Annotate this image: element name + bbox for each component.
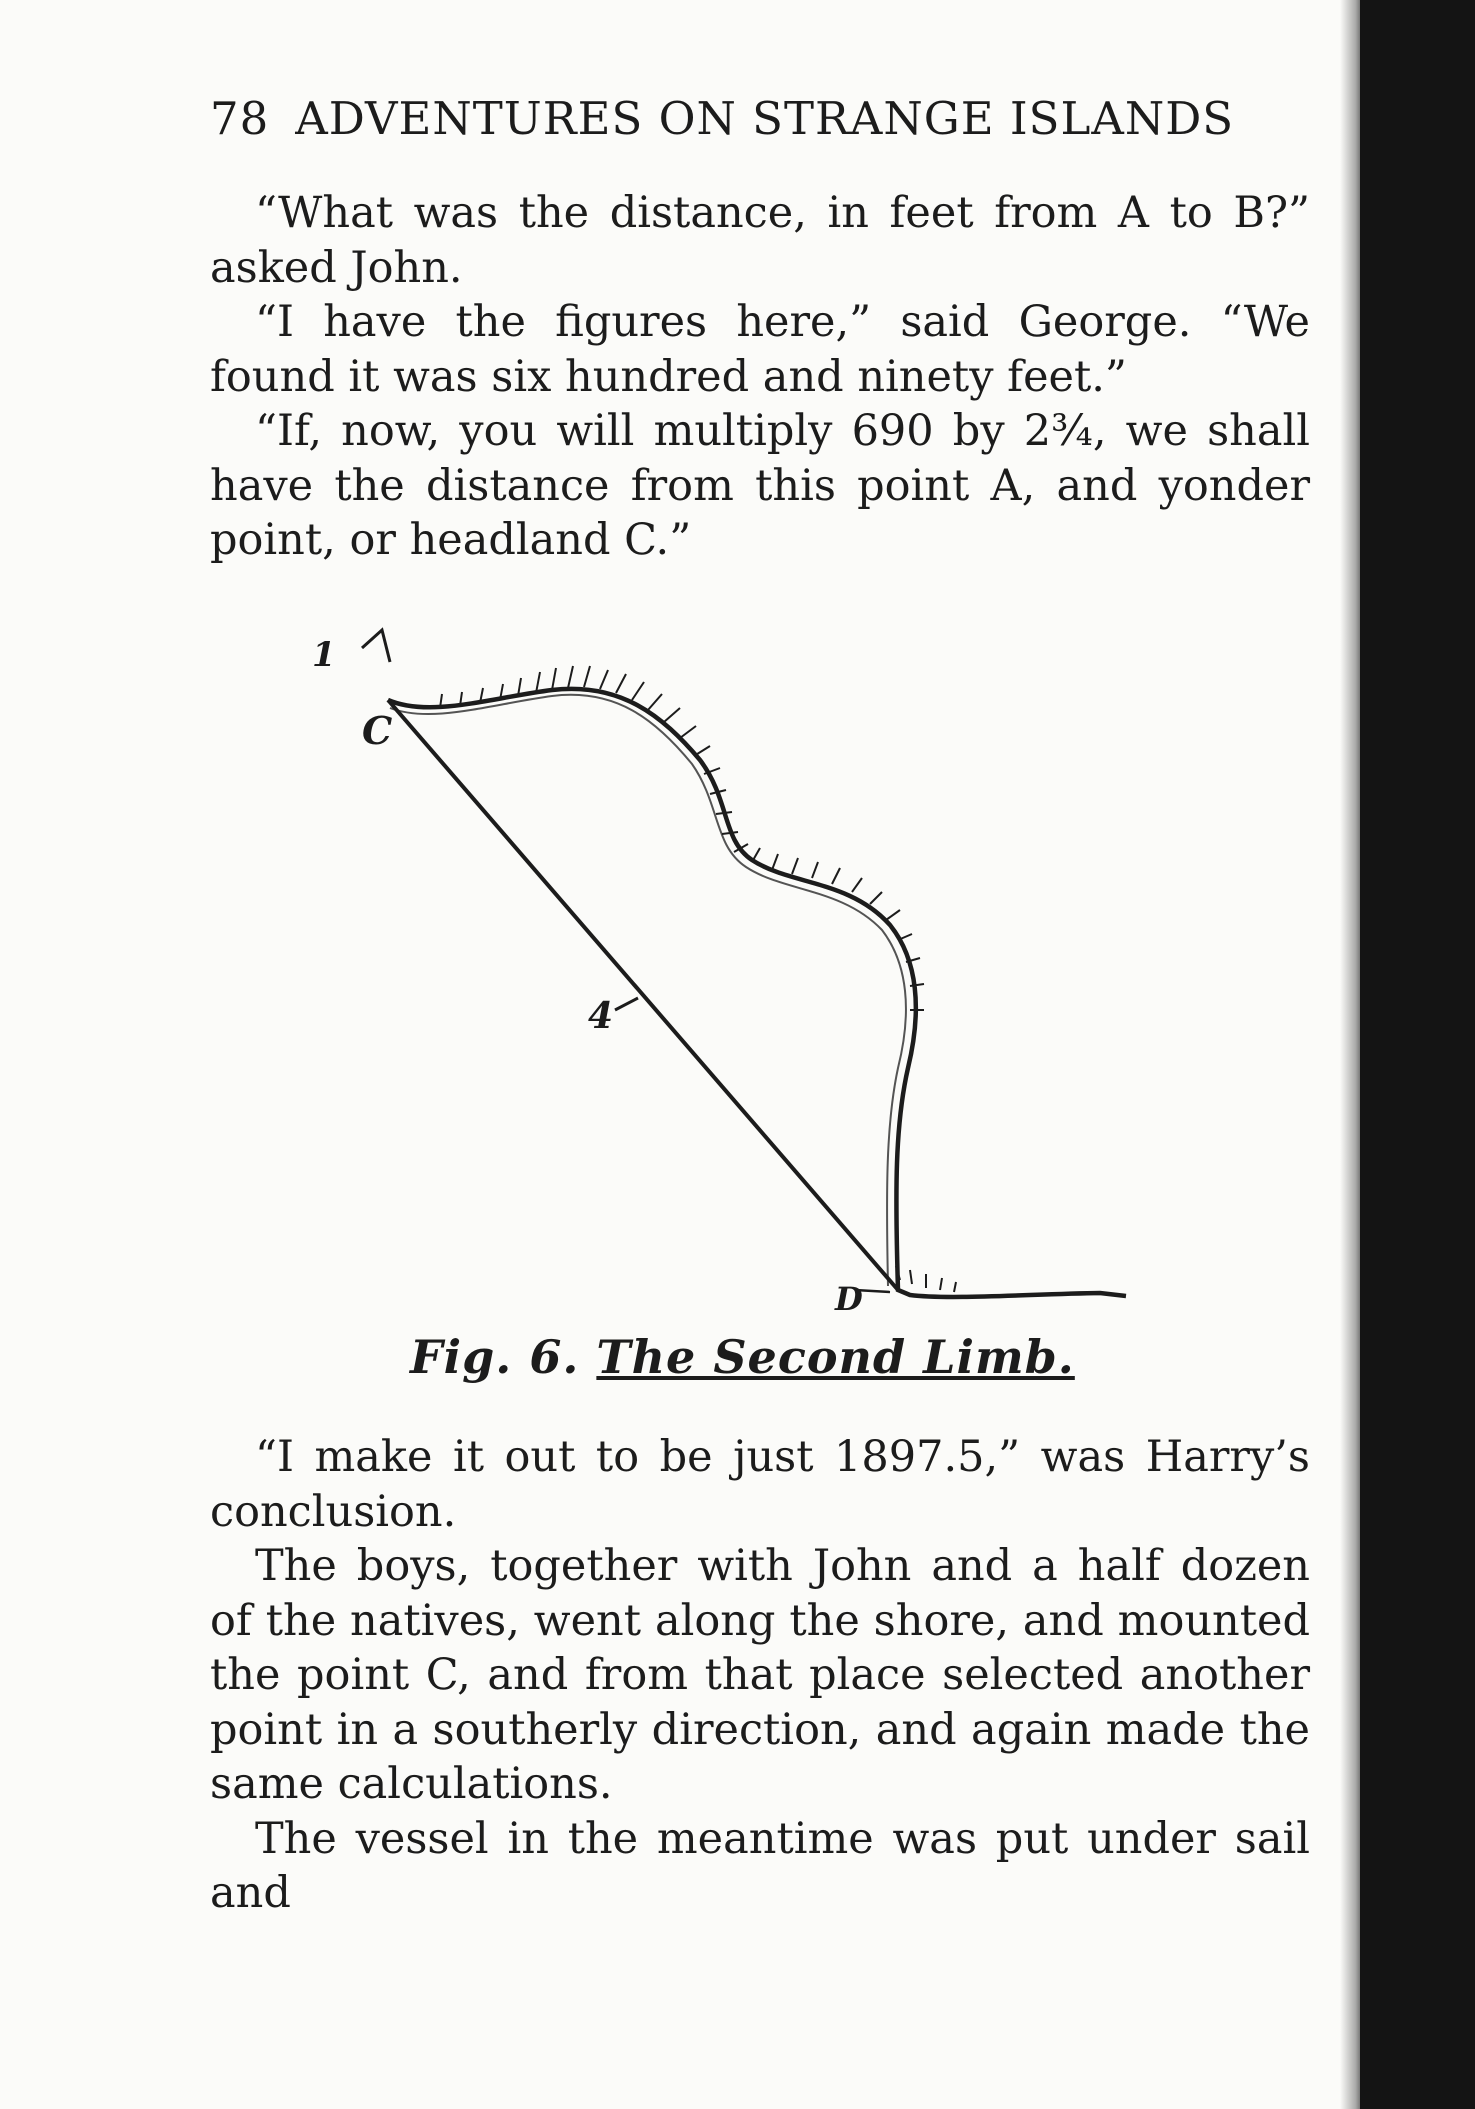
page-number: 78: [210, 92, 270, 145]
paragraph: “If, now, you will multiply 690 by 2¾, we shall have the distance from this point A, and yonder point, or headland C.”: [210, 406, 1310, 565]
paragraph: “What was the distance, in feet from A to B?” asked John.: [210, 188, 1310, 293]
survey-line-tick: [615, 998, 638, 1010]
figure-caption: [410, 1330, 1075, 1384]
figure-coastline-diagram: [290, 590, 1240, 1380]
figure-label-d: D: [835, 1280, 863, 1318]
coastline: [388, 689, 1126, 1297]
paragraph: “I have the figures here,” said George. “We found it was six hundred and ninety feet.”: [210, 297, 1310, 402]
figure-label-4: 4: [588, 995, 614, 1037]
paragraph: “I make it out to be just 1897.5,” was Harry’s conclusion.: [210, 1432, 1310, 1537]
text-block-bottom: [210, 1430, 1310, 1921]
paragraph: The boys, together with John and a half dozen of the natives, went along the shore, and mounted the point C, and from that place selected another point in a southerly direction, and again made the same calculations.: [210, 1541, 1310, 1809]
coastline-drawing: [290, 590, 1240, 1380]
scan-edge-bar: [1360, 0, 1475, 2109]
caption-title: The Second Limb.: [596, 1330, 1075, 1384]
figure-label-1: 1: [312, 635, 336, 675]
survey-line-c-to-d: [388, 700, 898, 1290]
figure-label-c: C: [362, 708, 393, 753]
text-block-top: [210, 186, 1310, 568]
coastline-inner-line: [390, 695, 906, 1286]
caption-fig-number: Fig. 6.: [410, 1330, 580, 1384]
paragraph: The vessel in the meantime was put under sail and: [210, 1813, 1310, 1918]
running-title: ADVENTURES ON STRANGE ISLANDS: [295, 92, 1235, 145]
running-head: [210, 92, 1270, 145]
label-1-pointer: [362, 630, 390, 662]
